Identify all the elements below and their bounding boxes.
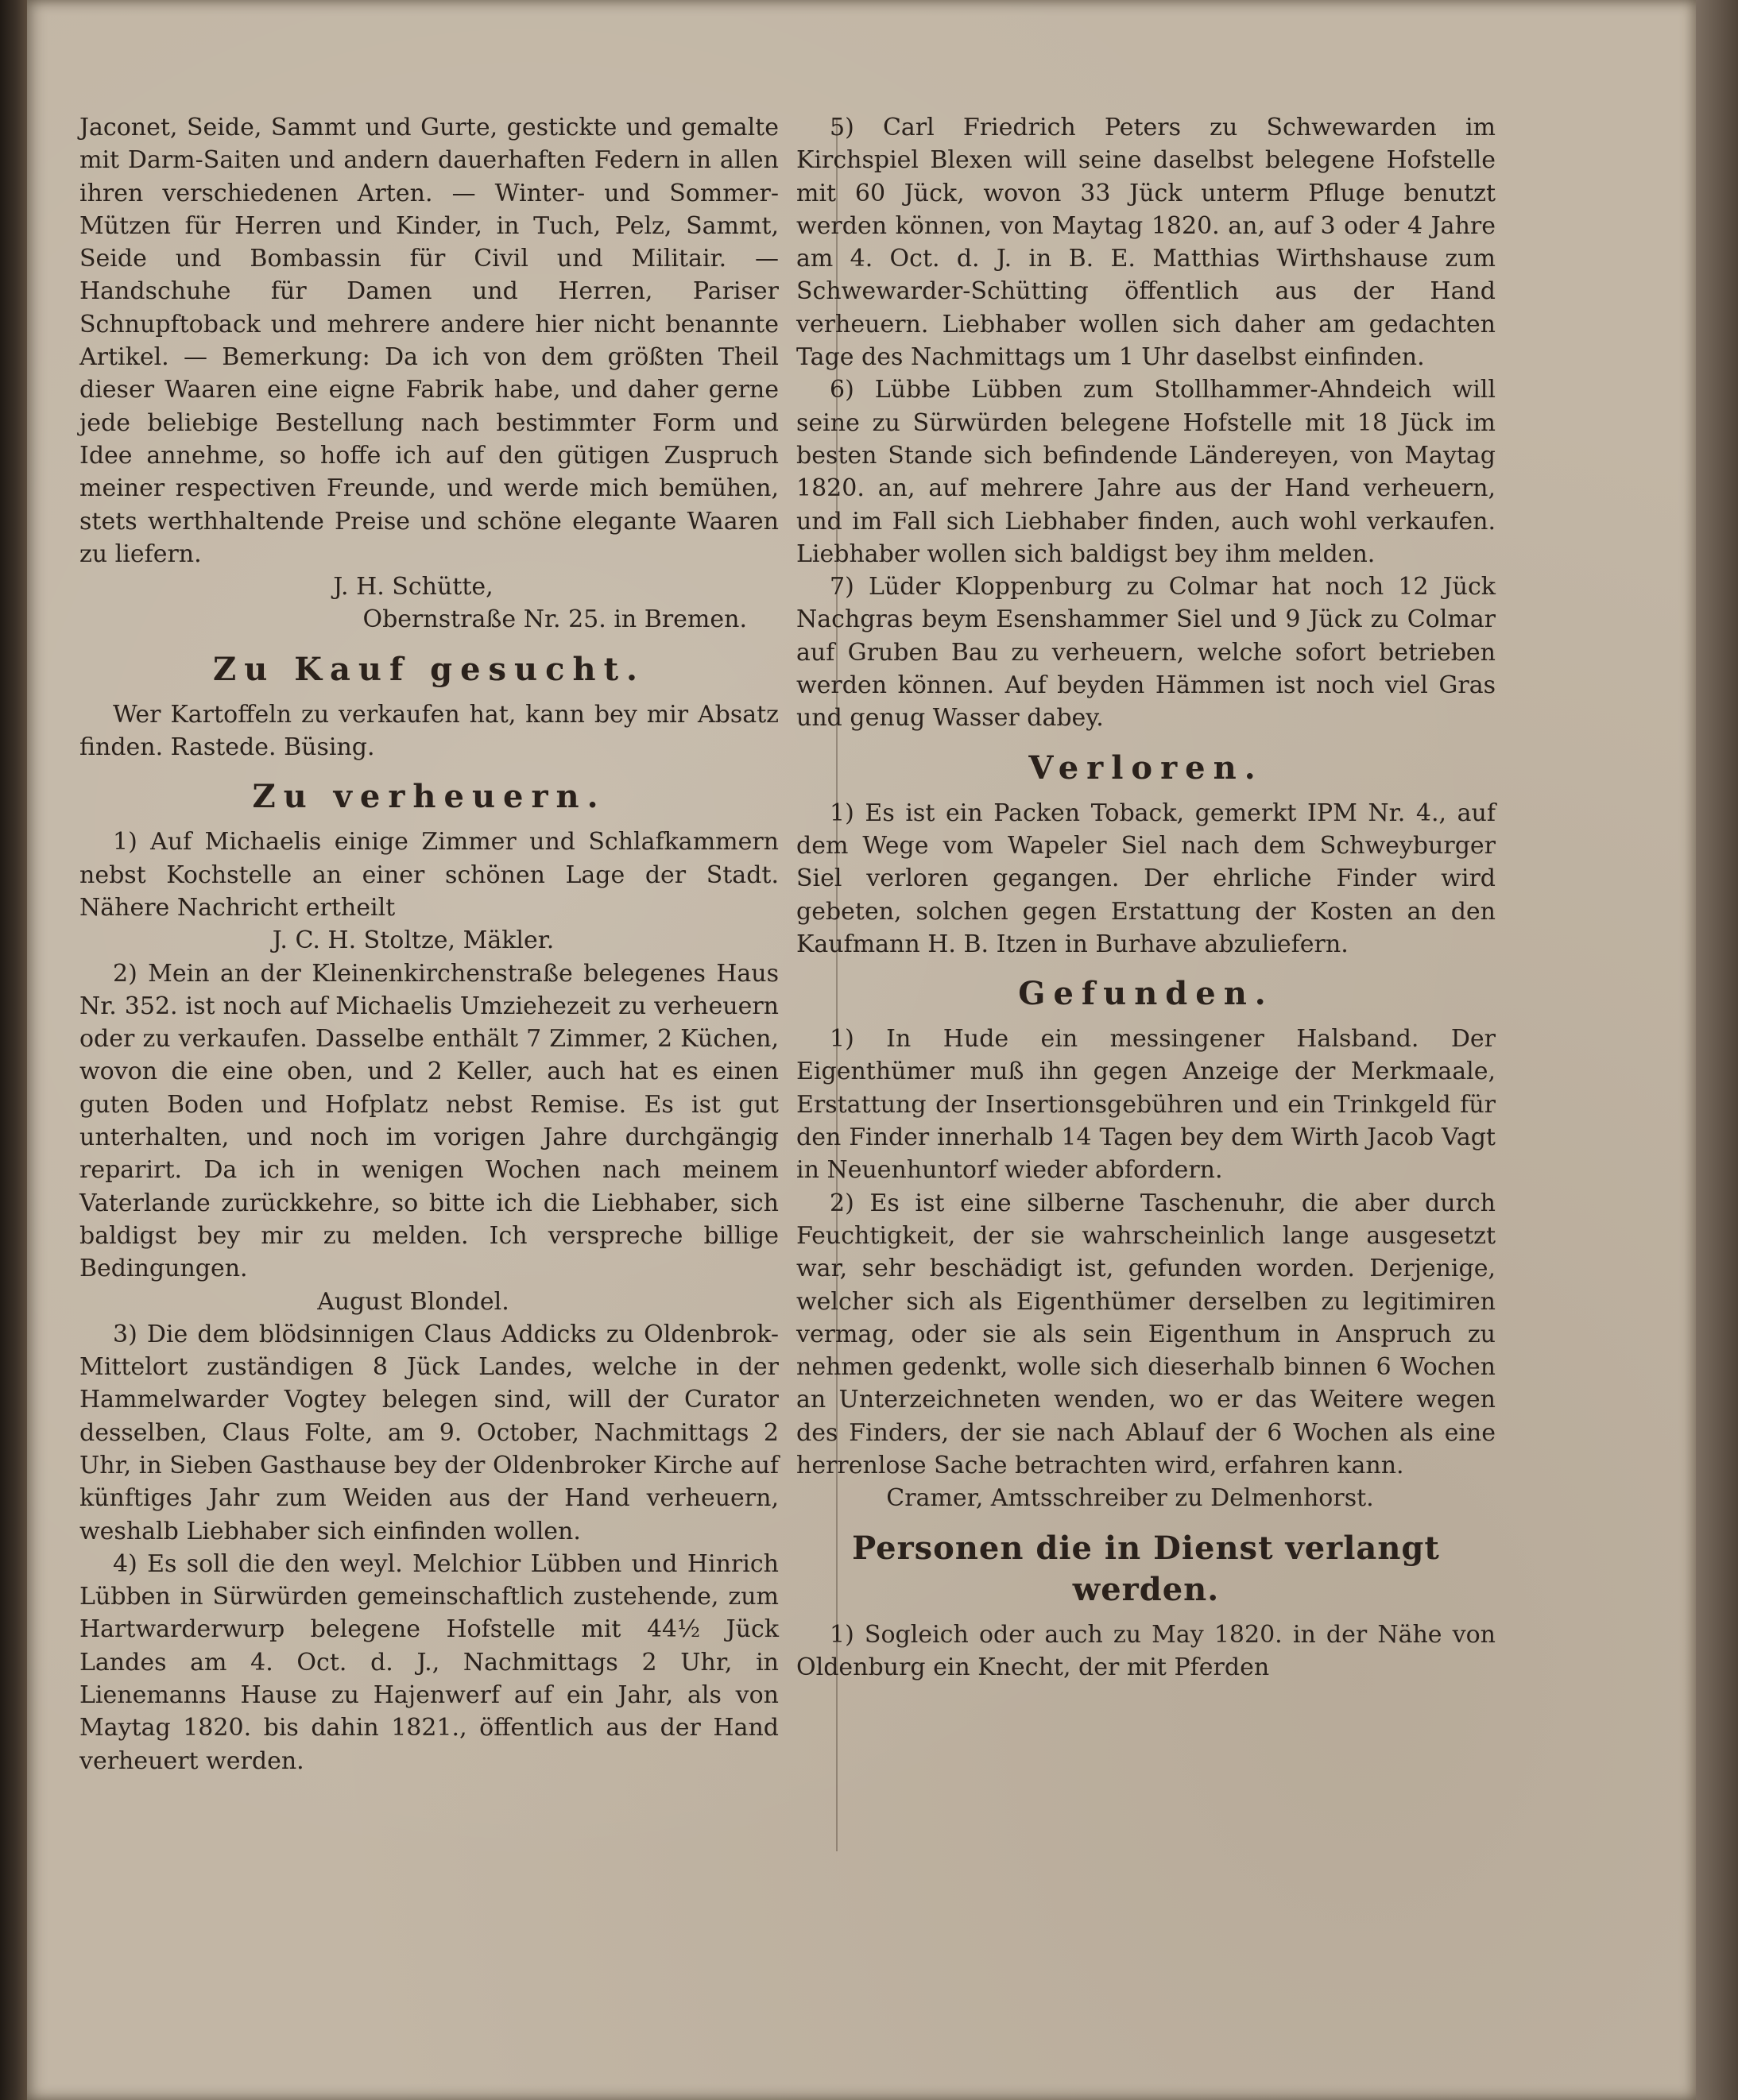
left-column — [79, 111, 779, 1777]
verheuern-item-3: 3) Die dem blödsinnigen Claus Addicks zu Oldenbrok-Mittelort zuständigen 8 Jück Landes, welche in der Hammelwarder Vogtey belegen sind, will der Curator desselben, Claus Folte, am 9. October, Nachmittags 2 Uhr, in Sieben Gasthause bey der Oldenbroker Kirche auf künftiges Jahr zum Weiden aus der Hand verheuern, weshalb Liebhaber sich einfinden wollen. — [79, 1320, 779, 1545]
heading-verloren: Verloren. — [1028, 748, 1264, 787]
gefunden-item-2-signature: Cramer, Amtsschreiber zu Delmenhorst. — [886, 1484, 1374, 1513]
verheuern-item-7: 7) Lüder Kloppenburg zu Colmar hat noch 12 Jück Nachgras beym Esenshammer Siel und 9 Jück zu Colmar auf Gruben Bau zu verheuern, welche sofort betrieben werden können. Auf beyden Hämmen ist noch viel Gras und genug Wasser dabey. — [796, 573, 1496, 733]
heading-zu-kauf-gesucht: Zu Kauf gesucht. — [213, 650, 645, 688]
personen-item-1: 1) Sogleich oder auch zu May 1820. in der Nähe von Oldenburg ein Knecht, der mit Pferden — [796, 1620, 1496, 1681]
verheuern-item-4: 4) Es soll die den weyl. Melchior Lübben und Hinrich Lübben in Sürwürden gemeinschaftlich zustehende, zum Hartwarderwurp belegene Hofstelle mit 44½ Jück Landes am 4. Oct. d. J., Nachmittags 2 Uhr, in Lienemanns Hause zu Hajenwerf auf ein Jahr, als von Maytag 1820. bis dahin 1821., öffentlich aus der Hand verheuert werden. — [79, 1549, 779, 1775]
newspaper-page — [27, 0, 1696, 2100]
advert-schuette-signature: J. H. Schütte, — [333, 573, 494, 601]
verheuern-item-6: 6) Lübbe Lübben zum Stollhammer-Ahndeich will seine zu Sürwürden belegene Hofstelle mit 18 Jück im besten Stande sich befindende Ländereyen, von Maytag 1820. an, auf mehrere Jahre aus der Hand verheuern, und im Fall sich Liebhaber finden, auch wohl verkaufen. Liebhaber wollen sich baldigst bey ihm melden. — [796, 376, 1496, 568]
verheuern-item-5: 5) Carl Friedrich Peters zu Schwewarden im Kirchspiel Blexen will seine daselbst belegene Hofstelle mit 60 Jück, wovon 33 Jück unterm Pfluge benutzt werden können, von Maytag 1820. an, auf 3 oder 4 Jahre am 4. Oct. d. J. in B. E. Matthias Wirthshause zum Schwewarder-Schütting öffentlich aus der Hand verheuern. Liebhaber wollen sich daher am gedachten Tage des Nachmittags um 1 Uhr daselbst einfinden. — [796, 114, 1496, 372]
kauf-advert-text: Wer Kartoffeln zu verkaufen hat, kann bey mir Absatz finden. Rastede. Büsing. — [79, 700, 779, 762]
advert-schuette-address: Obernstraße Nr. 25. in Bremen. — [362, 605, 747, 634]
verheuern-item-2-signature: August Blondel. — [317, 1287, 509, 1316]
right-column — [796, 111, 1496, 1684]
book-spine — [0, 0, 27, 2100]
verheuern-item-2: 2) Mein an der Kleinenkirchenstraße belegenes Haus Nr. 352. ist noch auf Michaelis Umziehezeit zu verheuern oder zu verkaufen. Dasselbe enthält 7 Zimmer, 2 Küchen, wovon die eine oben, und 2 Keller, auch hat es einen guten Boden und Hofplatz nebst Remise. Es ist gut unterhalten, und noch im vorigen Jahre durchgängig reparirt. Da ich in wenigen Wochen nach meinem Vaterlande zurückkehre, so bitte ich die Liebhaber, sich baldigst bey mir zu melden. Ich verspreche billige Bedingungen. — [79, 959, 779, 1283]
heading-zu-verheuern: Zu verheuern. — [252, 778, 606, 816]
verheuern-item-1-signature: J. C. H. Stoltze, Mäkler. — [272, 926, 555, 955]
gefunden-item-2: 2) Es ist eine silberne Taschenuhr, die aber durch Feuchtigkeit, der sie wahrscheinlich lange ausgesetzt war, sehr beschädigt ist, gefunden worden. Derjenige, welcher sich als Eigenthümer derselben zu legitimiren vermag, oder sie als sein Eigenthum in Anspruch zu nehmen gedenkt, wolle sich dieserhalb binnen 6 Wochen an Unterzeichneten wenden, wo er das Weitere wegen des Finders, der sie nach Ablauf der 6 Wochen als eine herrenlose Sache betrachten wird, erfahren kann. — [796, 1189, 1496, 1479]
advert-schuette-text: Jaconet, Seide, Sammt und Gurte, gestickte und gemalte mit Darm-Saiten und andern dauerhaften Federn in allen ihren verschiedenen Arten. — Winter- und Sommer-Mützen für Herren und Kinder, in Tuch, Pelz, Sammt, Seide und Bombassin für Civil und Militair. — Handschuhe für Damen und Herren, Pariser Schnupftoback und mehrere andere hier nicht benannte Artikel. — Bemerkung: Da ich von dem größten Theil dieser Waaren eine eigne Fabrik habe, und daher gerne jede beliebige Bestellung nach bestimmter Form und Idee annehme, so hoffe ich auf den gütigen Zuspruch meiner respectiven Freunde, und werde mich bemühen, stets werthhaltende Preise und schöne elegante Waaren zu liefern. — [79, 114, 779, 568]
verheuern-item-1: 1) Auf Michaelis einige Zimmer und Schlafkammern nebst Kochstelle an einer schönen Lage der Stadt. Nähere Nachricht ertheilt — [79, 828, 779, 922]
gefunden-item-1: 1) In Hude ein messingener Halsband. Der Eigenthümer muß ihn gegen Anzeige der Merkmaale, Erstattung der Insertionsgebühren und ein Trinkgeld für den Finder innerhalb 14 Tagen bey dem Wirth Jacob Vagt in Neuenhuntorf wieder abfordern. — [796, 1025, 1496, 1185]
page-edge — [1696, 0, 1738, 2100]
verloren-item-1: 1) Es ist ein Packen Toback, gemerkt IPM Nr. 4., auf dem Wege vom Wapeler Siel nach dem Schweyburger Siel verloren gegangen. Der ehrliche Finder wird gebeten, solchen gegen Erstattung der Kosten an den Kaufmann H. B. Itzen in Burhave abzuliefern. — [796, 799, 1496, 958]
heading-gefunden: Gefunden. — [1018, 975, 1274, 1013]
heading-personen-in-dienst: Personen die in Dienst verlangt werden. — [852, 1529, 1440, 1608]
